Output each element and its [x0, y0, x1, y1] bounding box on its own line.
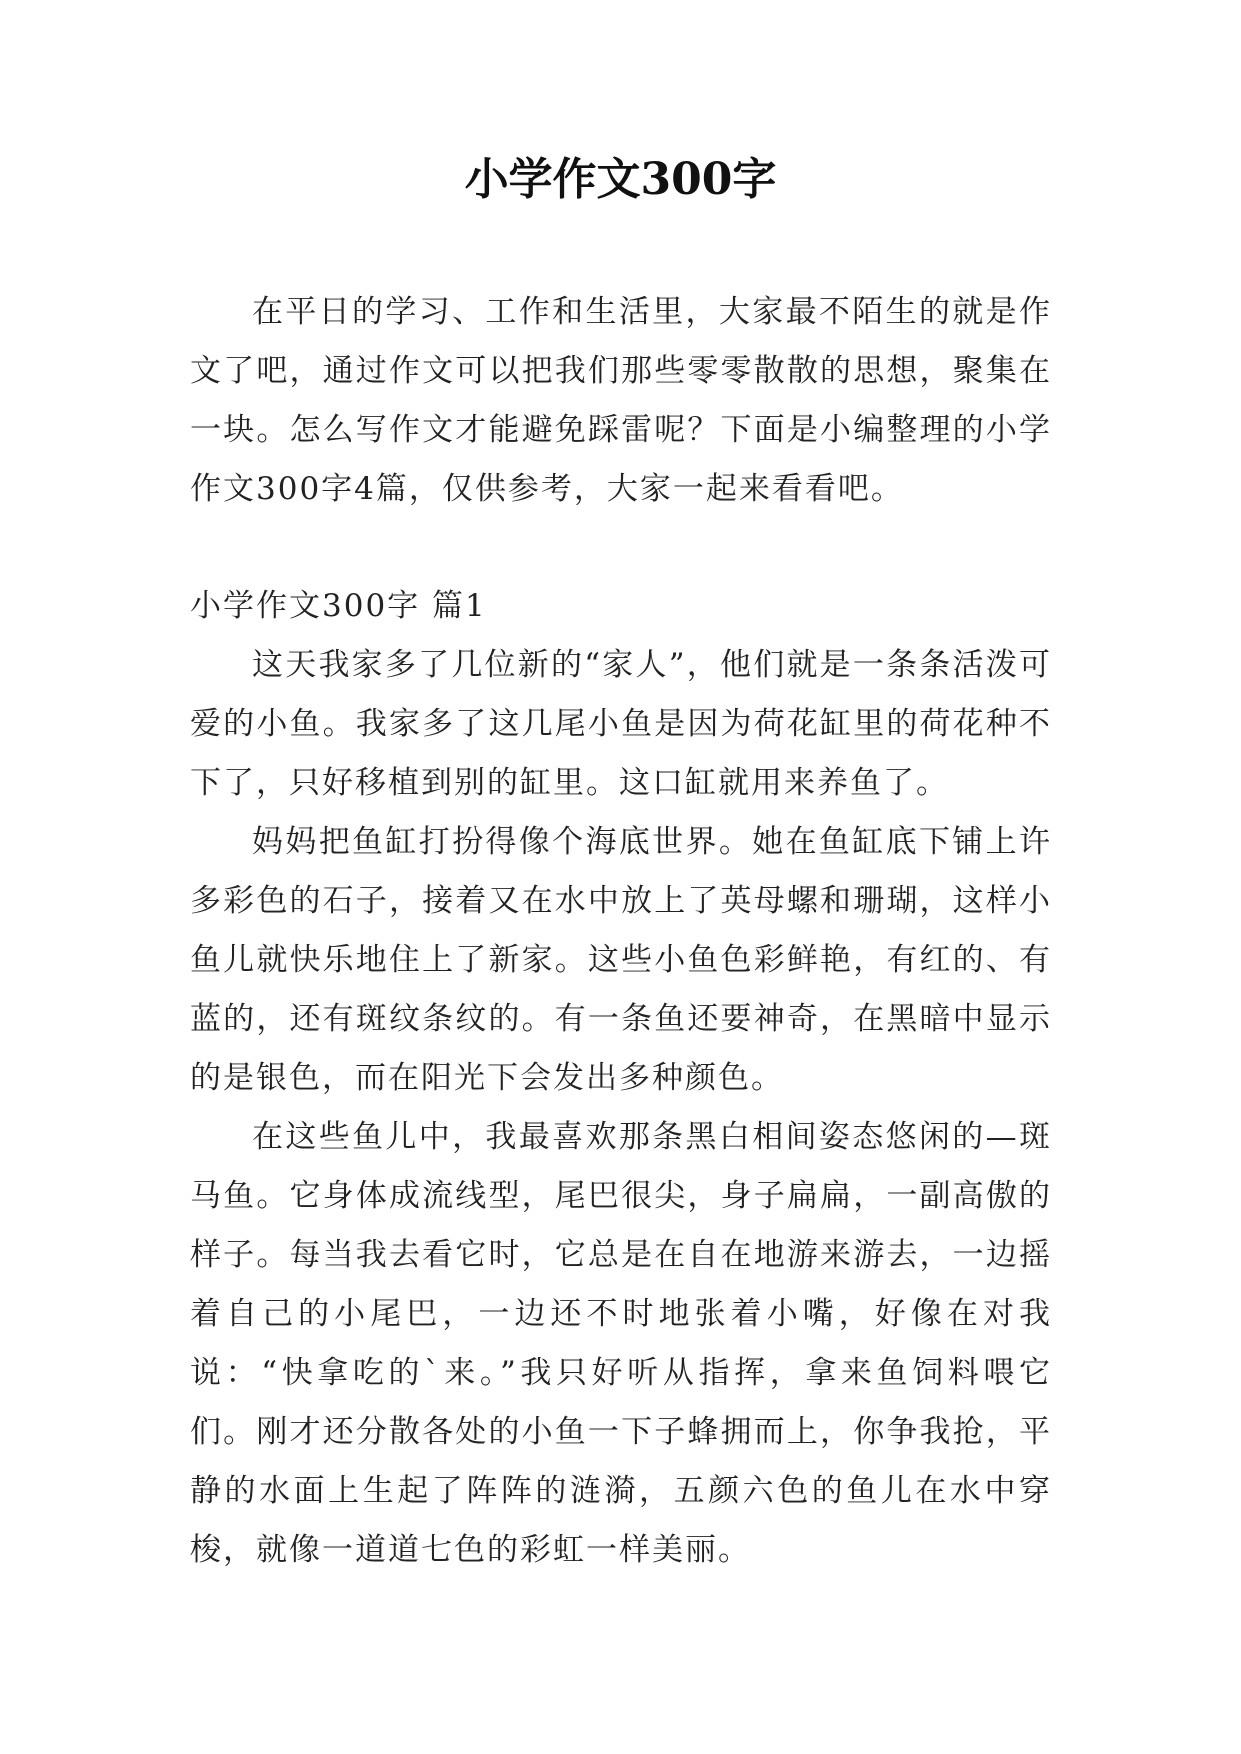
- body-paragraph-2: 妈妈把鱼缸打扮得像个海底世界。她在鱼缸底下铺上许多彩色的石子，接着又在水中放上了英母螺和珊瑚，这样小鱼儿就快乐地住上了新家。这些小鱼色彩鲜艳，有红的、有蓝的，还有斑纹条纹的。有一条鱼还要神奇，在黑暗中显示的是银色，而在阳光下会发出多种颜色。: [190, 824, 1052, 1096]
- intro-paragraph: 在平日的学习、工作和生活里，大家最不陌生的就是作文了吧，通过作文可以把我们那些零零散散的思想，聚集在一块。怎么写作文才能避免踩雷呢？下面是小编整理的小学作文300字4篇，仅供参考，大家一起来看看吧。: [190, 294, 1052, 507]
- document-body: [190, 283, 1052, 1580]
- document-title: 小学作文300字: [464, 154, 777, 205]
- body-paragraph-3: 在这些鱼儿中，我最喜欢那条黑白相间姿态悠闲的—斑马鱼。它身体成流线型，尾巴很尖，身子扁扁，一副高傲的样子。每当我去看它时，它总是在自在地游来游去，一边摇着自己的小尾巴，一边还不时地张着小嘴，好像在对我说：“快拿吃的`来。”我只好听从指挥，拿来鱼饲料喂它们。刚才还分散各处的小鱼一下子蜂拥而上，你争我抢，平静的水面上生起了阵阵的涟漪，五颜六色的鱼儿在水中穿梭，就像一道道七色的彩虹一样美丽。: [190, 1119, 1052, 1568]
- section-heading: 小学作文300字 篇1: [190, 588, 487, 624]
- body-paragraph-1: 这天我家多了几位新的“家人”，他们就是一条条活泼可爱的小鱼。我家多了这几尾小鱼是因为荷花缸里的荷花种不下了，只好移植到别的缸里。这口缸就用来养鱼了。: [190, 647, 1052, 801]
